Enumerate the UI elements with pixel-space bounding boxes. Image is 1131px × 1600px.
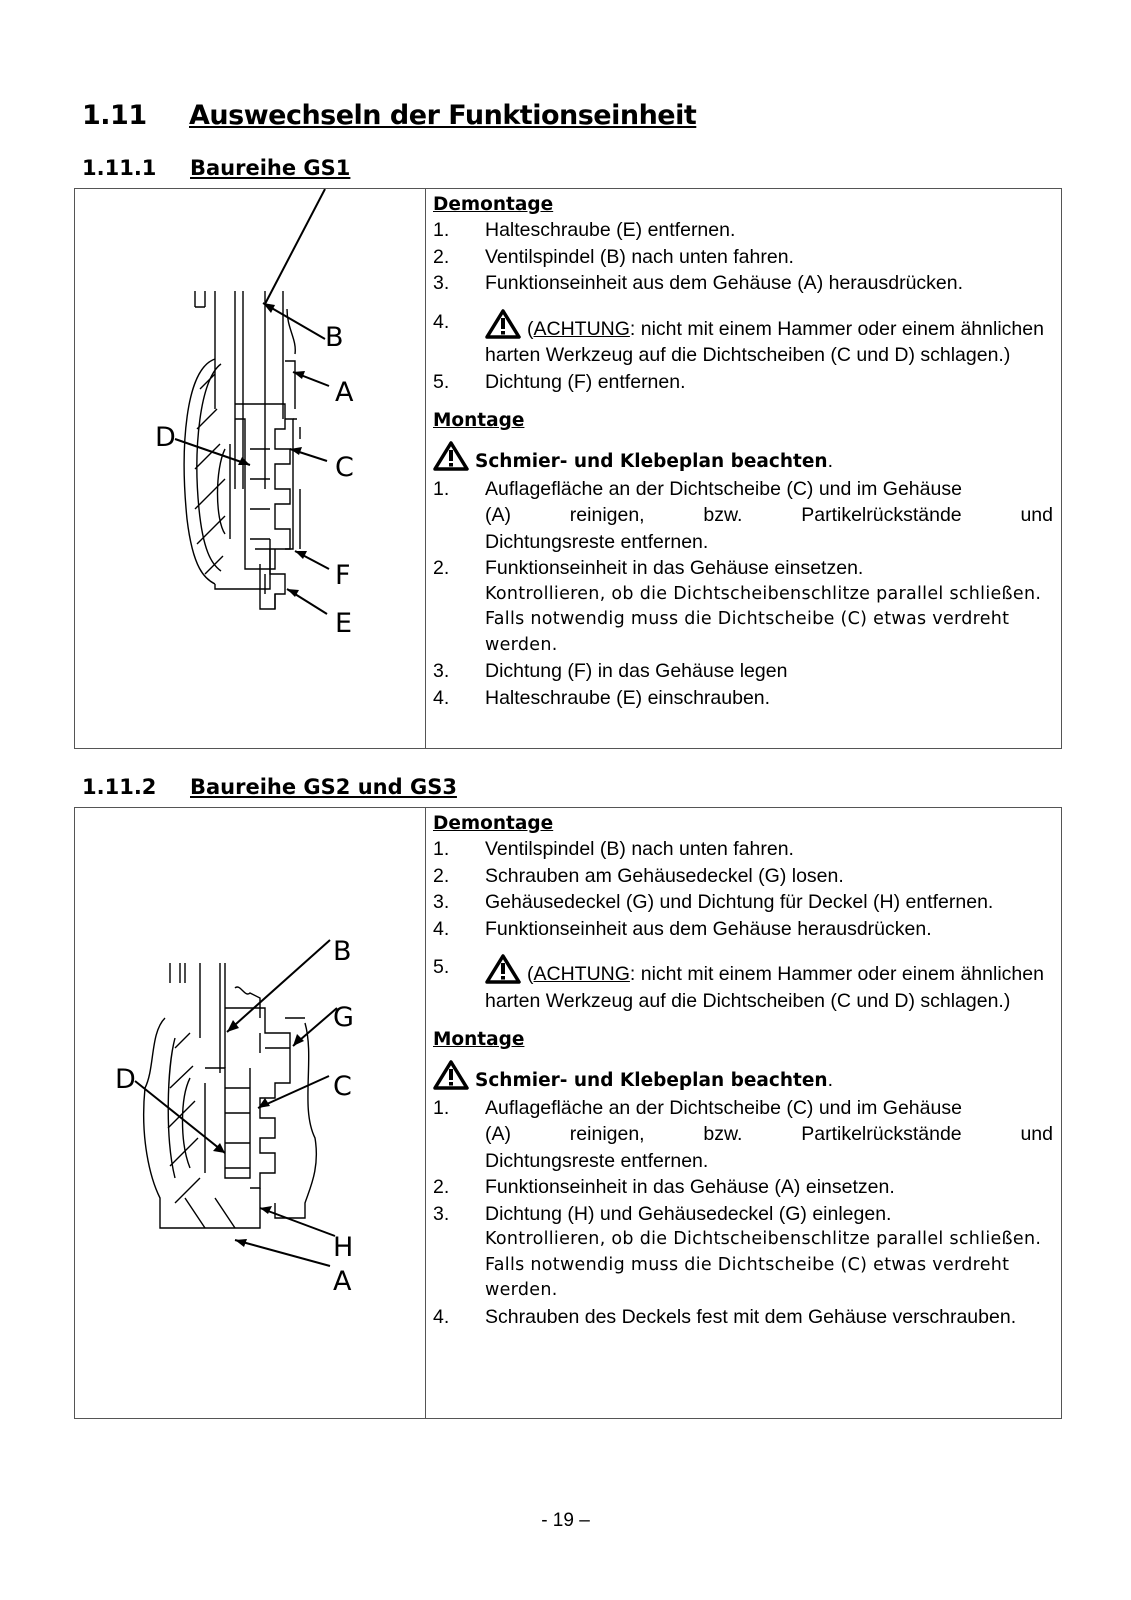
column-divider: [425, 189, 426, 748]
subsection-number: 1.11.1: [82, 156, 157, 180]
section-title: Auswechseln der Funktionseinheit: [189, 100, 697, 131]
list-item: 4. Halteschraube (E) einschrauben.: [433, 686, 771, 709]
list-item: 4. (ACHTUNG: nicht mit einem Hammer oder einem ähnlichen harten Werkzeug auf die Dichtscheiben (C und D) schlagen.): [433, 310, 1044, 366]
list-item: 4. Funktionseinheit aus dem Gehäuse herausdrücken.: [433, 917, 932, 940]
achtung-label: ACHTUNG: [533, 963, 630, 985]
list-item: 3. Gehäusedeckel (G) und Dichtung für Deckel (H) entfernen.: [433, 891, 994, 913]
list-item: 5. Dichtung (F) entfernen.: [433, 370, 686, 393]
page-number: - 19 –: [541, 1510, 590, 1531]
label-c: C: [333, 1071, 352, 1102]
subsection-heading-gs2: [82, 775, 457, 799]
label-b: B: [333, 936, 352, 967]
list-item: 3. Funktionseinheit aus dem Gehäuse (A) herausdrücken.: [433, 272, 964, 294]
list-item: 2. Schrauben am Gehäusedeckel (G) losen.: [433, 864, 844, 887]
demontage-list: [433, 836, 1053, 1014]
label-g: G: [333, 1002, 354, 1033]
demontage-heading: Demontage: [433, 813, 554, 834]
plan-text: Schmier- und Klebeplan beachten: [475, 1070, 828, 1091]
montage-list: [433, 1095, 1053, 1331]
plan-note: Schmier- und Klebeplan beachten.: [433, 441, 1053, 476]
label-a: A: [335, 377, 354, 408]
list-item: 1. Auflagefläche an der Dichtscheibe (C) und im Gehäuse (A) reinigen, bzw. Partikelrückstände und Dichtungsreste entfernen.: [433, 1096, 1053, 1172]
subsection-heading-gs1: [82, 156, 351, 180]
warning-icon: [433, 441, 469, 471]
list-item: 4. Schrauben des Deckels fest mit dem Gehäuse verschrauben.: [433, 1305, 1017, 1328]
montage-heading: Montage: [433, 410, 525, 431]
list-item: 3. Dichtung (F) in das Gehäuse legen: [433, 660, 788, 682]
warning-icon: [485, 954, 521, 984]
subsection-title: Baureihe GS2 und GS3: [190, 775, 457, 799]
gs1-valve-drawing: [75, 189, 425, 748]
subsection-title: Baureihe GS1: [190, 156, 351, 180]
achtung-label: ACHTUNG: [533, 317, 630, 340]
check-note: Kontrollieren, ob die Dichtscheibenschlitze parallel schließen. Falls notwendig muss die Dichtscheibe (C) etwas verdreht werden.: [485, 583, 1042, 655]
warning-icon: [433, 1060, 469, 1090]
gs1-instruction-box: [74, 188, 1062, 749]
demontage-list: [433, 217, 1053, 395]
list-item: 2. Funktionseinheit in das Gehäuse (A) einsetzen.: [433, 1176, 895, 1198]
label-c: C: [335, 452, 354, 483]
warning-icon: [485, 309, 521, 339]
label-b: B: [325, 322, 344, 353]
subsection-number: 1.11.2: [82, 775, 157, 799]
section-heading: [82, 100, 697, 131]
label-d: D: [155, 422, 176, 453]
list-item: 2. Funktionseinheit in das Gehäuse einsetzen. Kontrollieren, ob die Dichtscheibenschlitze parallel schließen. Falls notwendig muss die Dichtscheibe (C) etwas verdreht werden.: [433, 555, 1053, 658]
gs2-instructions: [433, 812, 1053, 1330]
list-item: 5. (ACHTUNG: nicht mit einem Hammer oder einem ähnlichen harten Werkzeug auf die Dichtscheiben (C und D) schlagen.): [433, 956, 1044, 1012]
section-number: 1.11: [82, 100, 147, 131]
gs1-instructions: [433, 193, 1053, 711]
demontage-heading: Demontage: [433, 194, 554, 215]
label-d: D: [115, 1064, 136, 1095]
label-e: E: [335, 608, 353, 639]
label-h: H: [333, 1232, 354, 1263]
list-item: 1. Ventilspindel (B) nach unten fahren.: [433, 838, 794, 860]
check-note: Kontrollieren, ob die Dichtscheibenschlitze parallel schließen. Falls notwendig muss die Dichtscheibe (C) etwas verdreht werden.: [485, 1229, 1042, 1300]
list-item: 1. Auflagefläche an der Dichtscheibe (C) und im Gehäuse (A) reinigen, bzw. Partikelrückstände und Dichtungsreste entfernen.: [433, 477, 1053, 553]
gs2-instruction-box: [74, 807, 1062, 1419]
label-a: A: [333, 1266, 352, 1297]
montage-list: [433, 476, 1053, 712]
list-item: 1. Halteschraube (E) entfernen.: [433, 219, 736, 241]
gs2-valve-drawing: [75, 808, 425, 1418]
plan-text: Schmier- und Klebeplan beachten: [475, 451, 828, 472]
list-item: 3. Dichtung (H) und Gehäusedeckel (G) einlegen. Kontrollieren, ob die Dichtscheibenschlitze parallel schließen. Falls notwendig muss die Dichtscheibe (C) etwas verdreht werden.: [433, 1201, 1053, 1304]
montage-heading: Montage: [433, 1029, 525, 1050]
label-f: F: [335, 560, 351, 591]
plan-note: Schmier- und Klebeplan beachten.: [433, 1060, 1053, 1095]
column-divider: [425, 808, 426, 1418]
list-item: 2. Ventilspindel (B) nach unten fahren.: [433, 245, 794, 268]
